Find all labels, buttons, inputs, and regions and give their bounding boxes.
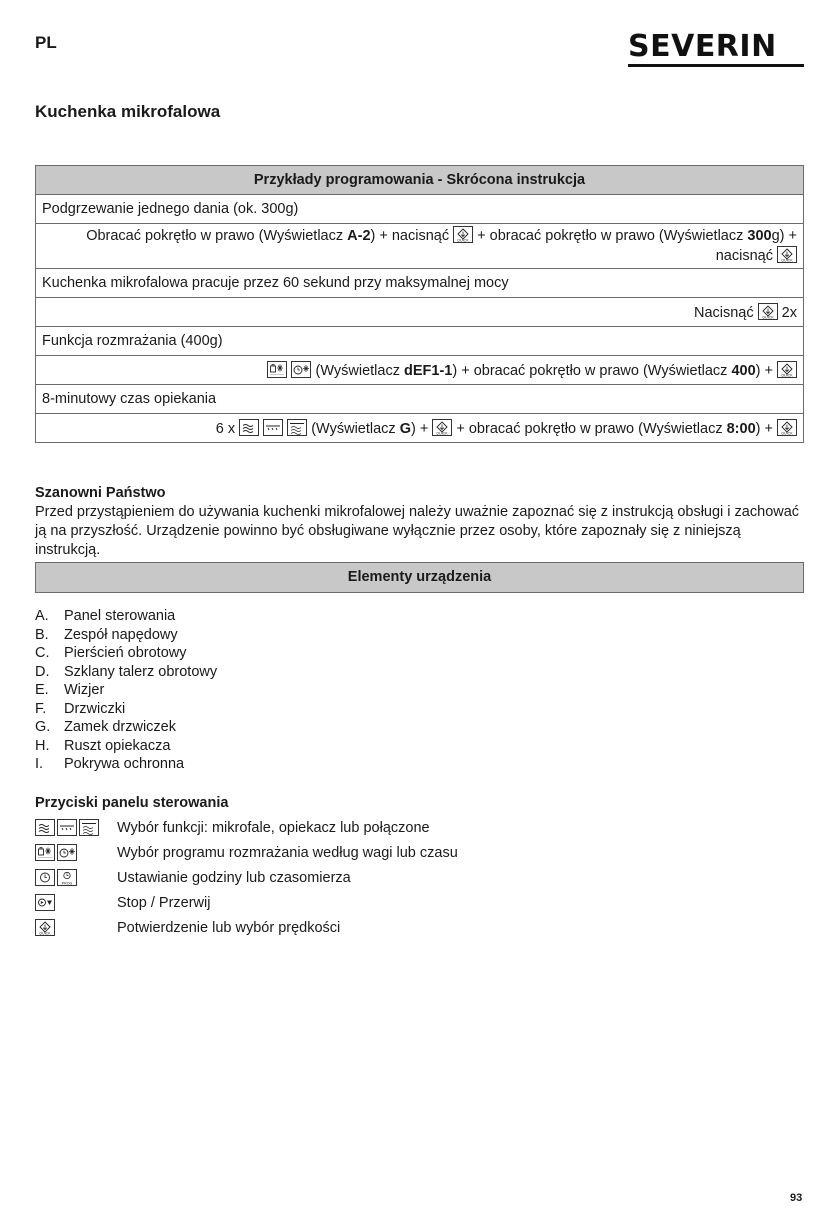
list-item: C. Pierścień obrotowy — [35, 645, 187, 661]
panel-row-label: Wybór programu rozmrażania według wagi lub czasu — [117, 845, 458, 861]
defrost-time-icon — [57, 844, 77, 861]
panel-row-label: Ustawianie godziny lub czasomierza — [117, 870, 351, 886]
combi-icon — [79, 819, 99, 836]
quick-start-icon — [777, 361, 797, 378]
quick-start-icon — [432, 419, 452, 436]
svg-text:QUICK: QUICK — [781, 373, 793, 377]
svg-text:QUICK: QUICK — [781, 258, 793, 262]
quick-start-icon — [453, 226, 473, 243]
table-step-defrost: (Wyświetlacz dEF1-1) + obracać pokrętło w prawo (Wyświetlacz 400) + QUICK — [36, 356, 804, 385]
language-code: PL — [35, 33, 57, 52]
grill-icon — [263, 419, 283, 436]
svg-text:QUICK: QUICK — [781, 431, 793, 435]
list-item: D. Szklany talerz obrotowy — [35, 663, 218, 680]
table-section-defrost: Funkcja rozmrażania (400g) — [36, 327, 804, 356]
panel-buttons-title: Przyciski panelu sterowania — [35, 795, 229, 811]
list-item: I. Pokrywa ochronna — [35, 756, 185, 772]
panel-row-label: Wybór funkcji: mikrofale, opiekacz lub połączone — [117, 820, 430, 836]
intro-text: Przed przystąpieniem do używania kuchenki mikrofalowej należy uważnie zapoznać się z instrukcją obsługi i zachować ją na przyszłość. Urządzenie powinno być obsługiwane wyłącznie przez osoby, które zapoznały się z niniejszą instrukcją. — [35, 504, 800, 558]
parts-heading: Elementy urządzenia — [35, 562, 804, 593]
brand-name: SEVERIN — [628, 29, 777, 64]
programming-examples-table — [35, 165, 804, 443]
list-item: B. Zespół napędowy — [35, 626, 178, 643]
table-heading: Przykłady programowania - Skrócona instrukcja — [36, 166, 804, 195]
quick-start-icon — [35, 919, 55, 936]
defrost-weight-icon — [35, 844, 55, 861]
table-section-reheat: Podgrzewanie jednego dania (ok. 300g) — [36, 195, 804, 224]
list-item: G. Zamek drzwiczek — [35, 719, 176, 735]
microwave-icon — [239, 419, 259, 436]
brand-logo — [628, 31, 804, 67]
brand-underline — [628, 64, 804, 67]
svg-text:QUICK: QUICK — [457, 238, 469, 242]
panel-row-label: Potwierdzenie lub wybór prędkości — [117, 920, 341, 936]
microwave-icon — [35, 819, 55, 836]
table-section-quick: Kuchenka mikrofalowa pracuje przez 60 sekund przy maksymalnej mocy — [36, 269, 804, 298]
parts-list — [35, 607, 217, 774]
page-title: Kuchenka mikrofalowa — [35, 102, 221, 121]
quick-start-icon — [758, 303, 778, 320]
table-step-reheat: Obracać pokrętło w prawo (Wyświetlacz A-2) + nacisnąć QUICK + obracać pokrętło w prawo (Wyświetlacz 300g) + nacisnąć QUICK — [36, 224, 804, 269]
quick-start-icon — [777, 419, 797, 436]
page-number: 93 — [790, 1192, 803, 1204]
panel-row-label: Stop / Przerwij — [117, 895, 211, 911]
svg-text:QUICK: QUICK — [436, 431, 449, 435]
svg-text:QUICK: QUICK — [761, 315, 774, 319]
svg-text:PROG: PROG — [61, 881, 73, 885]
stop-icon — [35, 894, 55, 911]
clock-icon — [35, 869, 55, 886]
list-item: H. Ruszt opiekacza — [35, 737, 171, 754]
combi-icon — [287, 419, 307, 436]
list-item: F. Drzwiczki — [35, 700, 126, 717]
svg-text:QUICK: QUICK — [39, 931, 51, 935]
defrost-time-icon — [291, 361, 311, 378]
grill-icon — [57, 819, 77, 836]
quick-start-icon — [777, 246, 797, 263]
intro-title: Szanowni Państwo — [35, 485, 166, 501]
timer-prog-icon — [57, 869, 77, 886]
list-item: A. Panel sterowania — [35, 608, 176, 624]
defrost-weight-icon — [267, 361, 287, 378]
table-section-grill: 8-minutowy czas opiekania — [36, 385, 804, 414]
intro-section — [35, 484, 804, 560]
table-step-grill: 6 x (Wyświetlacz G) + QUICK + obracać pokrętło w prawo (Wyświetlacz 8:00) + QUICK — [36, 414, 804, 443]
list-item: E. Wizjer — [35, 682, 105, 698]
table-step-quick: Nacisnąć QUICK 2x — [36, 298, 804, 327]
